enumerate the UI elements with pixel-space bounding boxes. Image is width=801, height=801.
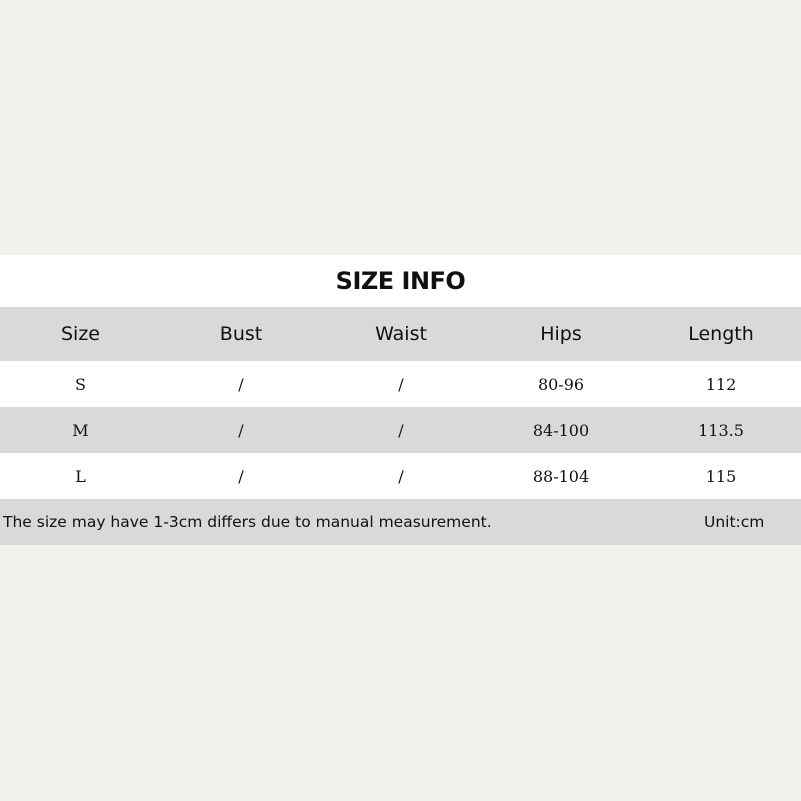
header-length: Length xyxy=(688,323,754,345)
chart-title: SIZE INFO xyxy=(335,267,466,295)
cell-bust: / xyxy=(238,466,244,486)
cell-length: 112 xyxy=(705,374,737,394)
table-row xyxy=(0,361,801,407)
cell-bust: / xyxy=(238,420,244,440)
footer-bar xyxy=(0,499,801,545)
cell-waist: / xyxy=(398,466,404,486)
measurement-note: The size may have 1-3cm differs due to manual measurement. xyxy=(3,513,492,531)
cell-hips: 80-96 xyxy=(537,374,585,394)
table-row xyxy=(0,407,801,453)
cell-size: S xyxy=(75,374,86,394)
cell-length: 113.5 xyxy=(698,420,744,440)
cell-bust: / xyxy=(238,374,244,394)
cell-waist: / xyxy=(398,420,404,440)
header-size: Size xyxy=(60,323,100,345)
header-bust: Bust xyxy=(219,323,263,345)
size-chart xyxy=(0,255,801,545)
cell-size: L xyxy=(75,466,86,486)
header-waist: Waist xyxy=(375,323,427,345)
cell-waist: / xyxy=(398,374,404,394)
cell-hips: 88-104 xyxy=(532,466,590,486)
table-row xyxy=(0,453,801,499)
cell-length: 115 xyxy=(705,466,737,486)
header-hips: Hips xyxy=(540,323,582,345)
header-row xyxy=(0,307,801,361)
unit-label: Unit:cm xyxy=(704,513,765,531)
cell-hips: 84-100 xyxy=(532,420,590,440)
cell-size: M xyxy=(72,420,89,440)
